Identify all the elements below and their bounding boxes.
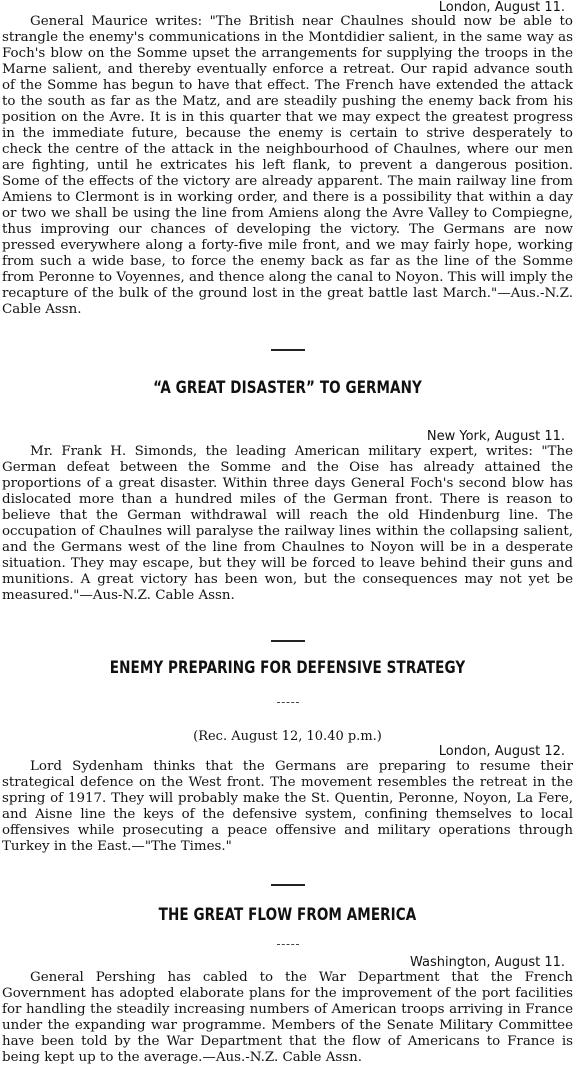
section3-headline: ENEMY PREPARING FOR DEFENSIVE STRATEGY bbox=[109, 658, 466, 677]
section-divider bbox=[0, 640, 575, 642]
section4-dateline: Washington, August 11. bbox=[410, 955, 565, 970]
section2-dateline: New York, August 11. bbox=[426, 429, 565, 444]
section-divider bbox=[0, 884, 575, 886]
section2-body: Mr. Frank H. Simonds, the leading American military expert, writes: "The German defeat between the Somme and the Oise has already attained the proportions of a great disaster. Within three days General Foch's second blow has dislocated more than a hundred miles of the German front. There is reason to believe that the German withdrawal will reach the old Hindenburg line. The occupation of Chaulnes will paralyse the railway lines within the collapsing salient, and the Germans west of the line from Chaulnes to Noyon will be in a desperate situation. They may escape, but they will be forced to leave behind their guns and munitions. A great victory has been won, but the consequences may not yet be measured."—Aus-N.Z. Cable Assn. bbox=[2, 444, 573, 603]
section3-body: Lord Sydenham thinks that the Germans are preparing to resume their strategical defence on the West front. The movement resembles the retreat in the spring of 1917. They will probably make the St. Quentin, Peronne, Noyon, La Fere, and Aisne line the keys of the defensive system, confining themselves to local offensives while prosecuting a peace offensive and military operations through Turkey in the East.—"The Times." bbox=[2, 759, 573, 854]
headline-ornament bbox=[0, 944, 575, 945]
section4-headline: THE GREAT FLOW FROM AMERICA bbox=[158, 905, 417, 924]
section3-dateline: London, August 12. bbox=[438, 744, 565, 759]
section4-body: General Pershing has cabled to the War Department that the French Government has adopted elaborate plans for the improvement of the port facilities for handling the steadily increasing numbers of American troops arriving in France under the expanding war programme. Members of the Senate Military Committee have been told by the War Department that the flow of Americans to France is being kept up to the average.—Aus.-N.Z. Cable Assn. bbox=[2, 970, 573, 1065]
section1-dateline: London, August 11. bbox=[438, 0, 565, 15]
headline-ornament bbox=[0, 702, 575, 703]
section-divider bbox=[0, 349, 575, 351]
section3-received-time: (Rec. August 12, 10.40 p.m.) bbox=[193, 729, 382, 744]
section2-headline: “A GREAT DISASTER” TO GERMANY bbox=[153, 378, 422, 397]
section1-body: General Maurice writes: "The British near Chaulnes should now be able to strangle the enemy's communications in the Montdidier salient, in the same way as Foch's blow on the Somme upset the arrangements for supplying the troops in the Marne salient, and thereby eventually enforce a retreat. Our rapid advance south of the Somme has begun to have that effect. The French have extended the attack to the south as far as the Matz, and are steadily pushing the enemy back from his position on the Avre. It is in this quarter that we may expect the greatest progress in the immediate future, because the enemy is certain to strive desperately to check the centre of the attack in the neighbourhood of Chaulnes, where our men are fighting, until he extricates his left flank, to prevent a dangerous position. Some of the effects of the victory are already apparent. The main railway line from Amiens to Clermont is in working order, and there is a possibility that within a day or two we shall be using the line from Amiens along the Avre Valley to Compiegne, thus improving our chances of developing the victory. The Germans are now pressed everywhere along a forty-five mile front, and we may fairly hope, working from such a wide base, to force the enemy back as far as the line of the Somme from Peronne to Voyennes, and thence along the canal to Noyon. This will imply the recapture of the bulk of the ground lost in the great battle last March."—Aus.-N.Z. Cable Assn. bbox=[2, 14, 573, 317]
